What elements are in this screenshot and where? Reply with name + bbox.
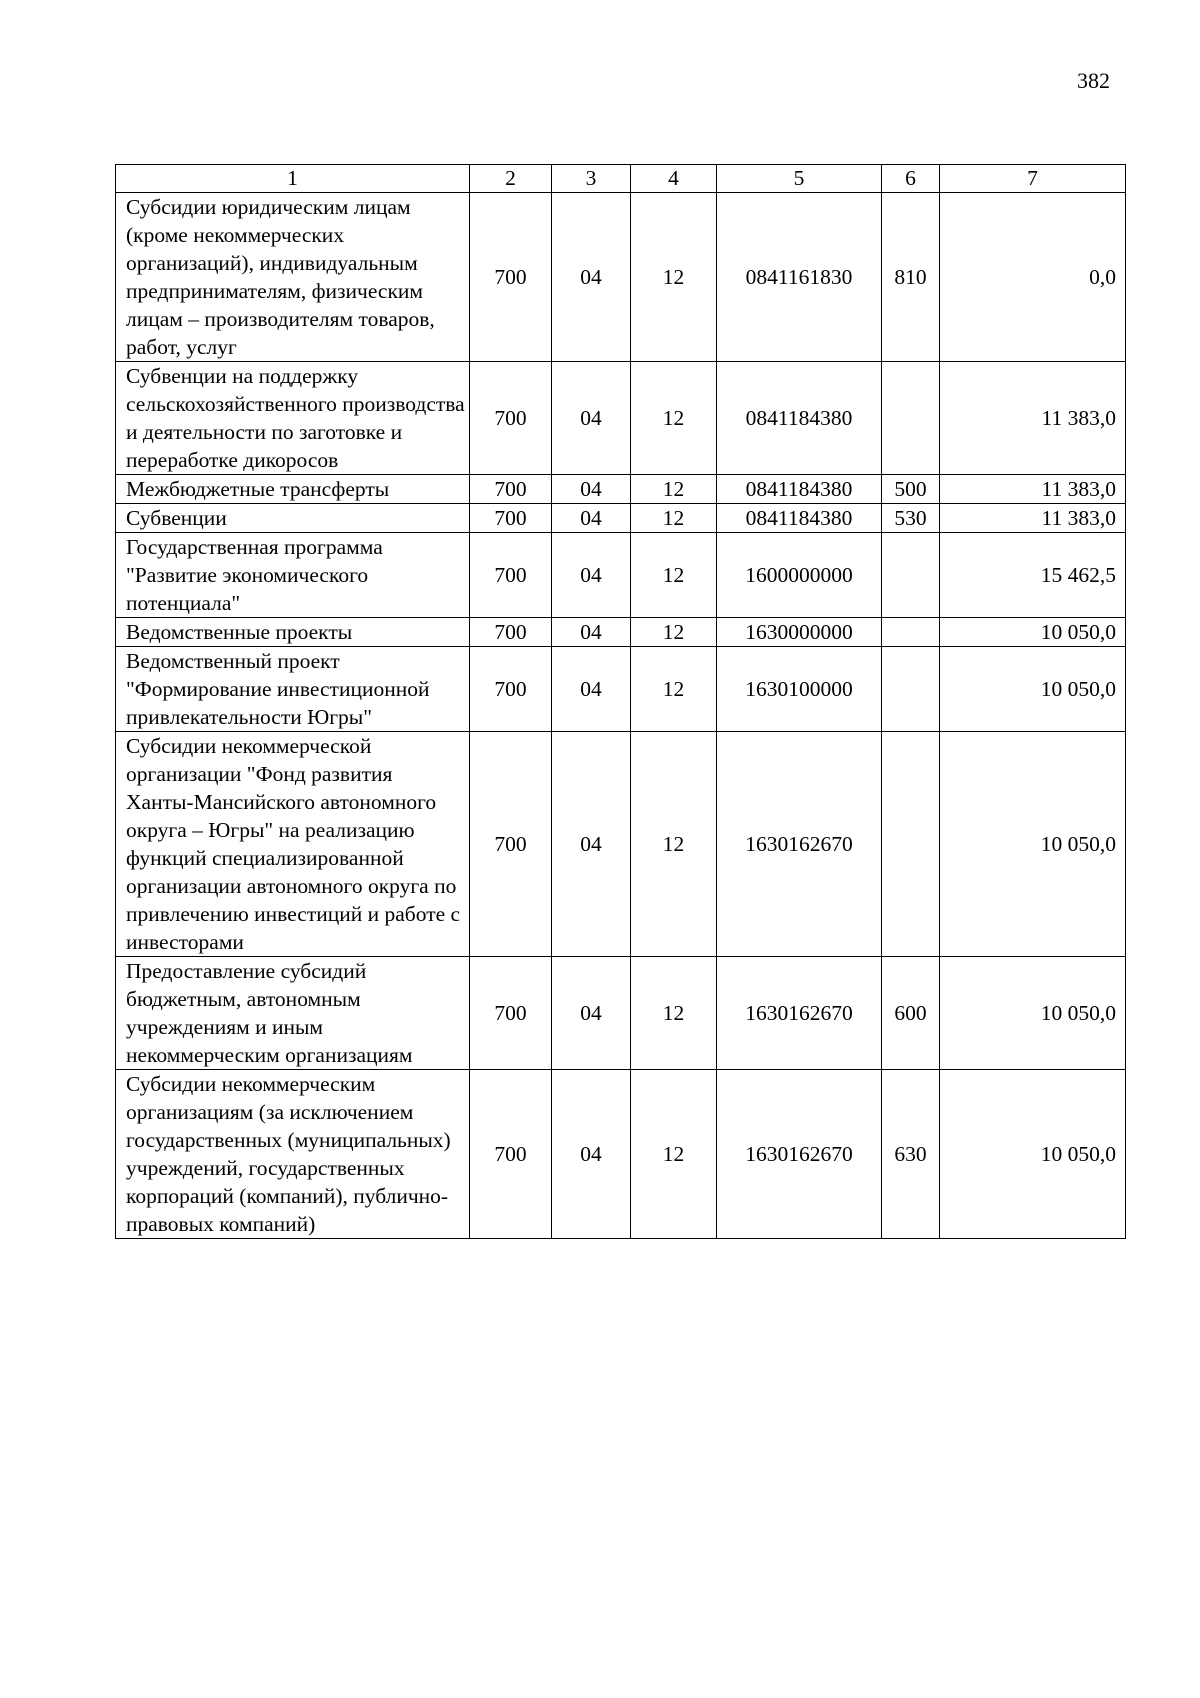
row-expense-type-cell — [882, 618, 940, 647]
row-subsection-cell: 12 — [631, 533, 717, 618]
row-expense-type-cell: 810 — [882, 193, 940, 362]
row-section-cell: 04 — [552, 647, 631, 732]
row-subsection-cell: 12 — [631, 732, 717, 957]
row-subsection-cell: 12 — [631, 647, 717, 732]
row-target-code-cell: 1630162670 — [717, 1070, 882, 1239]
row-ministry-cell: 700 — [470, 533, 552, 618]
row-subsection-cell: 12 — [631, 1070, 717, 1239]
table-row — [116, 732, 1126, 957]
column-header: 4 — [631, 165, 717, 193]
table-row — [116, 475, 1126, 504]
row-expense-type-cell — [882, 732, 940, 957]
row-subsection-cell: 12 — [631, 362, 717, 475]
table-row — [116, 1070, 1126, 1239]
row-amount-cell: 10 050,0 — [940, 1070, 1126, 1239]
row-target-code-cell: 1630162670 — [717, 957, 882, 1070]
row-target-code-cell: 1600000000 — [717, 533, 882, 618]
row-subsection-cell: 12 — [631, 618, 717, 647]
table-row — [116, 504, 1126, 533]
row-amount-cell: 15 462,5 — [940, 533, 1126, 618]
row-ministry-cell: 700 — [470, 1070, 552, 1239]
row-name-cell: Государственная программа "Развитие экономического потенциала" — [116, 533, 470, 618]
column-header: 6 — [882, 165, 940, 193]
row-target-code-cell: 1630100000 — [717, 647, 882, 732]
row-section-cell: 04 — [552, 618, 631, 647]
row-amount-cell: 11 383,0 — [940, 362, 1126, 475]
row-ministry-cell: 700 — [470, 504, 552, 533]
row-expense-type-cell: 500 — [882, 475, 940, 504]
table-row — [116, 533, 1126, 618]
row-expense-type-cell — [882, 533, 940, 618]
row-expense-type-cell: 530 — [882, 504, 940, 533]
row-target-code-cell: 0841184380 — [717, 475, 882, 504]
row-section-cell: 04 — [552, 504, 631, 533]
row-section-cell: 04 — [552, 193, 631, 362]
table-row — [116, 193, 1126, 362]
table-row — [116, 647, 1126, 732]
row-amount-cell: 10 050,0 — [940, 732, 1126, 957]
row-expense-type-cell: 600 — [882, 957, 940, 1070]
row-ministry-cell: 700 — [470, 362, 552, 475]
row-expense-type-cell: 630 — [882, 1070, 940, 1239]
column-header: 7 — [940, 165, 1126, 193]
row-subsection-cell: 12 — [631, 504, 717, 533]
row-subsection-cell: 12 — [631, 475, 717, 504]
row-amount-cell: 10 050,0 — [940, 957, 1126, 1070]
row-name-cell: Субвенции — [116, 504, 470, 533]
row-section-cell: 04 — [552, 362, 631, 475]
row-name-cell: Ведомственные проекты — [116, 618, 470, 647]
row-section-cell: 04 — [552, 957, 631, 1070]
column-header: 3 — [552, 165, 631, 193]
row-subsection-cell: 12 — [631, 193, 717, 362]
row-name-cell: Субсидии некоммерческой организации "Фонд развития Ханты-Мансийского автономного округа – Югры" на реализацию функций специализированной организации автономного округа по привлечению инвестиций и работе с инвесторами — [116, 732, 470, 957]
row-name-cell: Субвенции на поддержку сельскохозяйственного производства и деятельности по заготовке и переработке дикоросов — [116, 362, 470, 475]
row-name-cell: Субсидии некоммерческим организациям (за исключением государственных (муниципальных) учреждений, государственных корпораций (компаний), публично-правовых компаний) — [116, 1070, 470, 1239]
row-amount-cell: 0,0 — [940, 193, 1126, 362]
table-row — [116, 618, 1126, 647]
row-expense-type-cell — [882, 647, 940, 732]
row-section-cell: 04 — [552, 533, 631, 618]
row-target-code-cell: 1630162670 — [717, 732, 882, 957]
table-row — [116, 957, 1126, 1070]
row-expense-type-cell — [882, 362, 940, 475]
row-ministry-cell: 700 — [470, 957, 552, 1070]
row-target-code-cell: 0841161830 — [717, 193, 882, 362]
row-ministry-cell: 700 — [470, 732, 552, 957]
table-row — [116, 362, 1126, 475]
row-target-code-cell: 0841184380 — [717, 362, 882, 475]
row-name-cell: Ведомственный проект "Формирование инвестиционной привлекательности Югры" — [116, 647, 470, 732]
row-name-cell: Субсидии юридическим лицам (кроме некоммерческих организаций), индивидуальным предпринимателям, физическим лицам – производителям товаров, работ, услуг — [116, 193, 470, 362]
row-subsection-cell: 12 — [631, 957, 717, 1070]
row-section-cell: 04 — [552, 732, 631, 957]
row-ministry-cell: 700 — [470, 618, 552, 647]
row-ministry-cell: 700 — [470, 193, 552, 362]
column-header: 5 — [717, 165, 882, 193]
row-section-cell: 04 — [552, 475, 631, 504]
row-section-cell: 04 — [552, 1070, 631, 1239]
row-name-cell: Предоставление субсидий бюджетным, автономным учреждениям и иным некоммерческим организациям — [116, 957, 470, 1070]
column-header: 1 — [116, 165, 470, 193]
row-amount-cell: 11 383,0 — [940, 475, 1126, 504]
row-name-cell: Межбюджетные трансферты — [116, 475, 470, 504]
row-target-code-cell: 0841184380 — [717, 504, 882, 533]
row-amount-cell: 10 050,0 — [940, 647, 1126, 732]
header-row — [116, 165, 1126, 193]
column-header: 2 — [470, 165, 552, 193]
row-amount-cell: 11 383,0 — [940, 504, 1126, 533]
row-target-code-cell: 1630000000 — [717, 618, 882, 647]
budget-table — [115, 164, 1126, 1239]
row-ministry-cell: 700 — [470, 475, 552, 504]
page-number: 382 — [1077, 68, 1110, 93]
row-ministry-cell: 700 — [470, 647, 552, 732]
row-amount-cell: 10 050,0 — [940, 618, 1126, 647]
